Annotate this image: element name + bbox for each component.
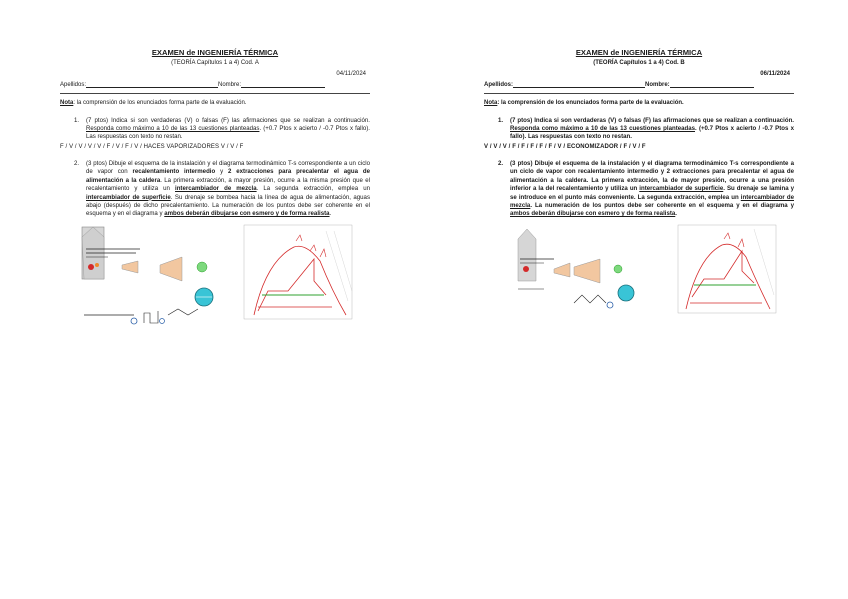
exam-subtitle: (TEORÍA Capítulos 1 a 4) Cod. A: [171, 60, 259, 67]
exam-title: EXAMEN de INGENIERÍA TÉRMICA: [575, 48, 703, 57]
q2-text-k: .: [329, 210, 332, 218]
name-row: [60, 81, 370, 94]
q2-text-i: . Su drenaje se bombea hacia la línea de agua de alimentación, aguas abajo (después) de dicho precalentamiento. La numeración de los puntos debe ser coherente en el esquema y en el diagrama y: [86, 193, 370, 218]
q2-text-e: . La primera extracción, a mayor presión, ocurre a la misma presión que el recalentamiento y utiliza un: [86, 176, 370, 193]
exam-subtitle: (TEORÍA Capítulos 1 a 4) Cod. B: [593, 60, 685, 67]
q2-text-d: 2 extracciones para precalentar el agua de alimentación a la caldera: [86, 168, 370, 184]
ts-diagram: [236, 221, 356, 333]
note: [60, 99, 370, 107]
exam-date: 04/11/2024: [336, 70, 366, 77]
exam-page-b: [484, 48, 794, 333]
nombre-field[interactable]: [670, 81, 754, 88]
apellidos-label: Apellidos:: [484, 82, 514, 88]
note: [484, 99, 794, 107]
answers-line: V / V / V / F / F / F / F / F / V / ECONOMIZADOR / F / V / F: [484, 143, 646, 150]
q2-text-h: intercambiador de superficie: [86, 193, 171, 201]
question-text: [510, 160, 794, 219]
q1-text-c: . (+0.7 Ptos x acierto / -0.7 Ptos x fallo). Las respuestas con texto no restan.: [510, 124, 794, 141]
apellidos-field[interactable]: [513, 81, 645, 88]
question-text: [86, 160, 370, 219]
question-text: [86, 117, 370, 142]
question-1: [484, 117, 794, 142]
q2-text-j: ambos deberán dibujarse con esmero y de forma realista: [164, 210, 330, 218]
q2-text-i: . La numeración de los puntos debe ser coherente en el esquema y en el diagrama y: [530, 202, 794, 210]
exam-title: EXAMEN de INGENIERÍA TÉRMICA: [151, 48, 279, 57]
figures-row: [60, 223, 370, 333]
note-label: Nota: [60, 100, 74, 107]
q2-text-j: ambos deberán dibujarse con esmero y de forma realista: [510, 210, 676, 218]
q2-text-k: .: [675, 210, 677, 218]
nombre-label: Nombre:: [218, 82, 242, 88]
q2-text-h: intercambiador de mezcla: [510, 193, 794, 210]
q2-text-a: (3 ptos) Dibuje el esquema de la instalación y el diagrama termodinámico T-s correspondiente a un ciclo de vapor con: [86, 160, 370, 176]
q2-text-b: recalentamiento intermedio: [132, 168, 216, 176]
nombre-field[interactable]: [241, 81, 325, 88]
q2-text-f: intercambiador de mezcla: [175, 185, 257, 193]
answers-line: F / V / V / V / V / F / V / F / V / HACES VAPORIZADORES V / V / F: [60, 143, 244, 150]
q2-text-d: 2 extracciones para precalentar el agua de alimentación a la caldera: [510, 168, 795, 184]
note-text: : la comprensión de los enunciados forma parte de la evaluación.: [73, 100, 247, 107]
note-text: : la comprensión de los enunciados forma parte de la evaluación.: [497, 100, 684, 107]
q2-text-a: (3 ptos) Dibuje el esquema de la instalación y el diagrama termodinámico T-s correspondiente a un ciclo de vapor con: [510, 160, 794, 176]
exam-page-a: [60, 48, 370, 333]
question-number: 2.: [498, 160, 504, 168]
q1-text-a: (7 ptos) Indica si son verdaderas (V) o falsas (F) las afirmaciones que se realizan a continuación.: [510, 116, 794, 124]
figures-row: [484, 223, 794, 333]
apellidos-label: Apellidos:: [60, 82, 87, 88]
q1-text-b: Responda como máximo a 10 de las 13 cuestiones planteadas: [86, 124, 260, 132]
q2-text-g: . Su drenaje se lamina y se introduce en el punto más conveniente. La segunda extracción, emplea un: [510, 185, 794, 201]
q1-text-a: (7 ptos) Indica si son verdaderas (V) o falsas (F) las afirmaciones que se realizan a continuación.: [86, 116, 370, 124]
question-2: [484, 160, 794, 219]
ts-diagram: [670, 221, 780, 325]
question-number: 2.: [74, 160, 80, 168]
name-row: [484, 81, 794, 94]
q2-text-g: . La segunda extracción, emplea un: [256, 185, 370, 193]
q2-text-b: recalentamiento intermedio: [578, 168, 659, 176]
note-label: Nota: [484, 100, 498, 107]
question-1: [60, 117, 370, 142]
installation-schematic: [78, 223, 228, 331]
q2-text-c: y: [215, 168, 228, 176]
question-number: 1.: [498, 116, 504, 124]
q1-text-b: Responda como máximo a 10 de las 13 cuestiones planteadas: [510, 124, 696, 132]
question-2: [60, 160, 370, 219]
question-text: [510, 117, 794, 142]
q2-text-c: y: [658, 168, 667, 176]
exam-date: 06/11/2024: [760, 70, 790, 77]
apellidos-field[interactable]: [86, 81, 218, 88]
q2-text-f: intercambiador de superficie: [639, 185, 724, 193]
q1-text-c: . (+0.7 Ptos x acierto / -0.7 Ptos x fallo). Las respuestas con texto no restan.: [86, 124, 371, 141]
question-number: 1.: [74, 116, 80, 124]
nombre-label: Nombre:: [645, 82, 670, 88]
installation-schematic: [514, 225, 654, 321]
q2-text-e: . La primera extracción, la de mayor presión, ocurre a una presión inferior a la del recalentamiento y utiliza un: [510, 176, 794, 193]
